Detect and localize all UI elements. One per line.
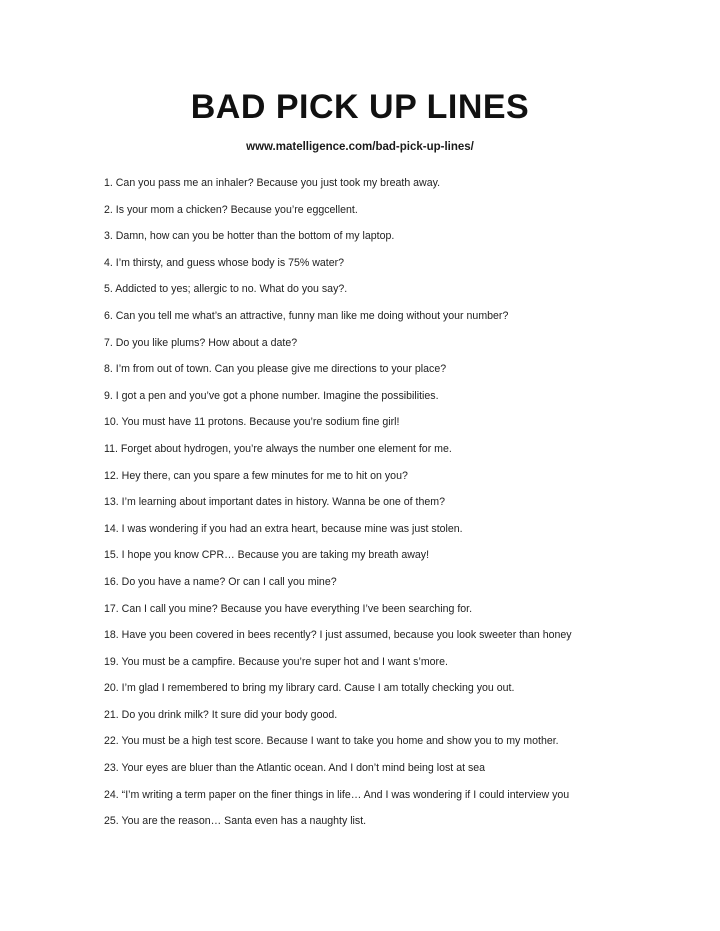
list-item: 6. Can you tell me what’s an attractive, funny man like me doing without your number? — [104, 309, 509, 322]
list-item: 5. Addicted to yes; allergic to no. What do you say?. — [104, 283, 348, 296]
list-item: 15. I hope you know CPR… Because you are taking my breath away! — [104, 549, 430, 562]
list-item: 11. Forget about hydrogen, you’re always the number one element for me. — [104, 442, 452, 455]
list-item: 1. Can you pass me an inhaler? Because you just took my breath away. — [104, 177, 441, 189]
list-item: 17. Can I call you mine? Because you have everything I’ve been searching for. — [104, 602, 473, 615]
list-item: 14. I was wondering if you had an extra heart, because mine was just stolen. — [104, 522, 463, 535]
page-title: BAD PICK UP LINES — [190, 88, 530, 126]
list-item: 21. Do you drink milk? It sure did your body good. — [104, 708, 338, 721]
list-item: 23. Your eyes are bluer than the Atlantic ocean. And I don’t mind being lost at sea — [104, 762, 486, 775]
list-item: 12. Hey there, can you spare a few minutes for me to hit on you? — [104, 469, 408, 482]
list-item: 2. Is your mom a chicken? Because you’re eggcellent. — [104, 203, 358, 216]
list-item: 20. I’m glad I remembered to bring my library card. Cause I am totally checking you out. — [104, 682, 515, 695]
list-item: 8. I’m from out of town. Can you please give me directions to your place? — [104, 363, 447, 376]
list-item: 13. I’m learning about important dates in history. Wanna be one of them? — [104, 496, 445, 509]
list-item: 9. I got a pen and you’ve got a phone number. Imagine the possibilities. — [104, 389, 439, 402]
source-url: www.matelligence.com/bad-pick-up-lines/ — [246, 141, 474, 153]
list-item: 22. You must be a high test score. Because I want to take you home and show you to my mother. — [104, 735, 559, 748]
list-item: 24. “I’m writing a term paper on the finer things in life… And I was wondering if I could interview you — [104, 788, 570, 801]
list-item: 25. You are the reason… Santa even has a naughty list. — [104, 815, 367, 828]
list-item: 3. Damn, how can you be hotter than the bottom of my laptop. — [104, 230, 395, 243]
list-item: 19. You must be a campfire. Because you’re super hot and I want s’more. — [104, 655, 448, 668]
list-item: 4. I’m thirsty, and guess whose body is 75% water? — [104, 256, 345, 269]
list-item: 7. Do you like plums? How about a date? — [104, 336, 298, 349]
list-item: 10. You must have 11 protons. Because you’re sodium fine girl! — [104, 416, 400, 429]
pickup-lines-list — [104, 170, 704, 835]
list-item: 16. Do you have a name? Or can I call you mine? — [104, 575, 337, 588]
list-item: 18. Have you been covered in bees recently? I just assumed, because you look sweeter than honey — [104, 629, 572, 642]
